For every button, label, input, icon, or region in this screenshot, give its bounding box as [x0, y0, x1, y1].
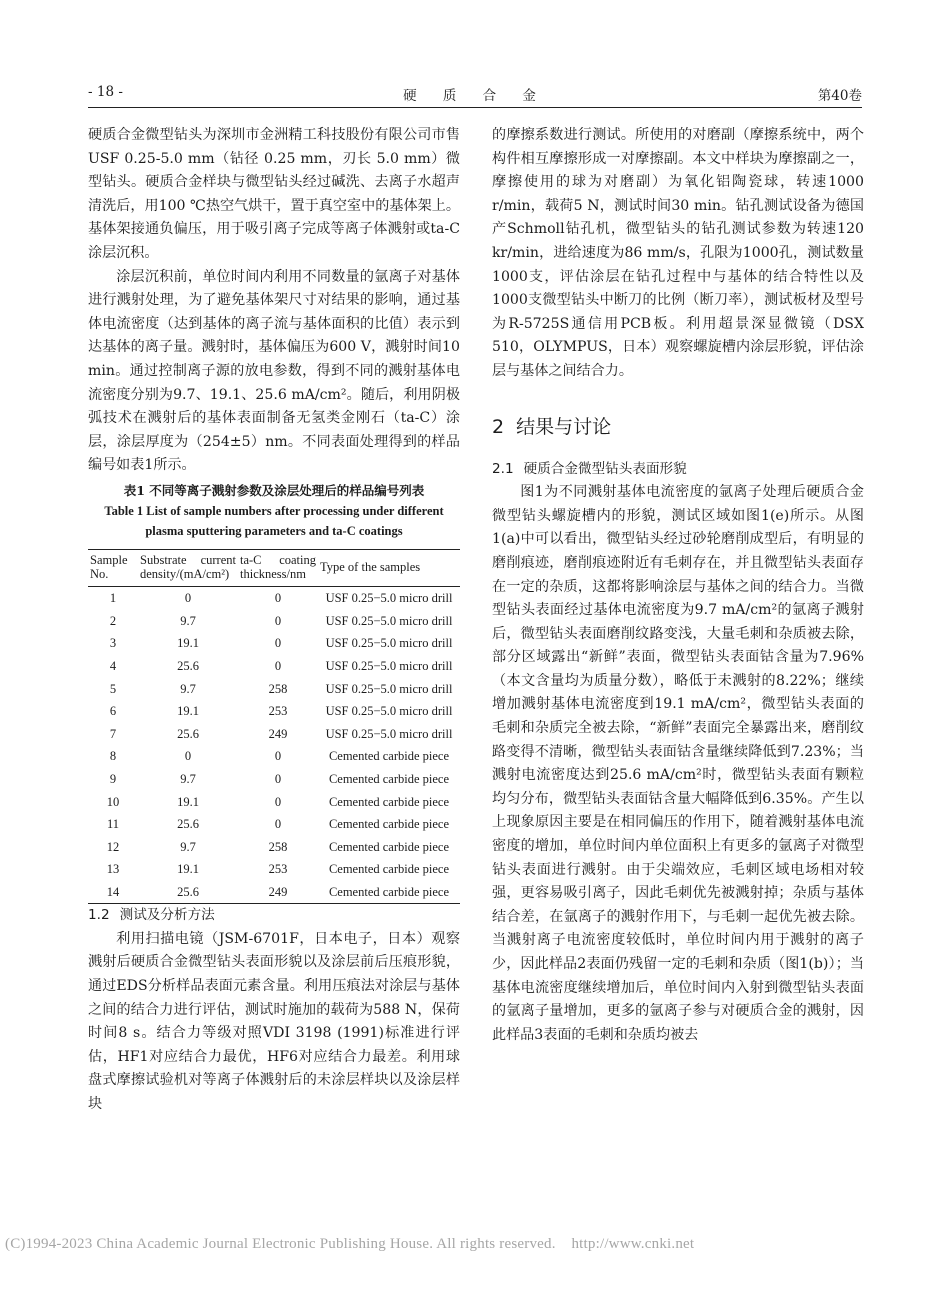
- table-cell: 253: [268, 862, 288, 877]
- table-cell: 3: [109, 636, 117, 651]
- table-row: [88, 881, 460, 904]
- table-cell: Cemented carbide piece: [328, 794, 450, 809]
- column-header: Sample No.: [88, 549, 138, 586]
- section-title: 测试及分析方法: [119, 907, 215, 924]
- table-cell: 25.6: [177, 817, 199, 832]
- table-caption-en: Table 1 List of sample numbers after processing under different plasma sputtering parameters and ta-C coatings: [104, 503, 444, 538]
- right-column: [492, 124, 864, 1047]
- running-header: [88, 84, 862, 106]
- table-header-row: [88, 549, 460, 586]
- table-cell: 0: [274, 771, 282, 786]
- table-cell: 11: [106, 817, 120, 832]
- table-row: [88, 677, 460, 700]
- body-paragraph: 涂层沉积前，单位时间内利用不同数量的氩离子对基体进行溅射处理，为了避免基体架尺寸对结果的影响，通过基体电流密度（达到基体的离子流与基体面积的比值）表示到达基体的离子量。溅射时，基体偏压为600 V，溅射时间10 min。通过控制离子源的放电参数，得到不同的溅射基体电流密度分别为9.7、19.1、25.6 mA/cm²。随后，利用阴极弧技术在溅射后的基体表面制备无氢类金刚石（ta-C）涂层，涂层厚度为（254±5）nm。不同表面处理得到的样品编号如表1所示。: [88, 268, 460, 474]
- column-header: Type of the samples: [318, 549, 460, 586]
- table-cell: 0: [274, 636, 282, 651]
- section-2-1-heading: [492, 458, 864, 482]
- table-cell: 14: [88, 881, 138, 904]
- table-row: [88, 632, 460, 655]
- table-row: [88, 858, 460, 881]
- table-row: [88, 745, 460, 768]
- table-row: [88, 835, 460, 858]
- table-body: [88, 586, 460, 903]
- table-cell: 0: [274, 749, 282, 764]
- copyright-footer: (C)1994-2023 China Academic Journal Electronic Publishing House. All rights reserved. http://www.cnki.net: [5, 1236, 695, 1252]
- table-cell: 0: [274, 591, 282, 606]
- table-cell: 258: [268, 681, 288, 696]
- table-cell: USF 0.25−5.0 micro drill: [325, 658, 453, 673]
- table-cell: USF 0.25−5.0 micro drill: [325, 591, 453, 606]
- section-1-2-heading: [88, 904, 460, 928]
- table-cell: USF 0.25−5.0 micro drill: [325, 681, 453, 696]
- table-cell: USF 0.25−5.0 micro drill: [325, 613, 453, 628]
- table-cell: 0: [274, 817, 282, 832]
- column-header: Substrate current density/(mA/cm²): [138, 549, 238, 586]
- table-cell: 19.1: [177, 636, 199, 651]
- body-paragraph: 的摩擦系数进行测试。所使用的对磨副（摩擦系统中，两个构件相互摩擦形成一对摩擦副。本文中样块为摩擦副之一，摩擦使用的球为对磨副）为氧化铝陶瓷球，转速1000 r/min，载荷5 N，测试时间30 min。钻孔测试设备为德国产Schmoll钻孔机，微型钻头的钻孔测试参数为转速120 kr/min，进给速度为86 mm/s，孔限为1000孔，测试数量1000支，评估涂层在钻孔过程中与基体的结合特性以及1000支微型钻头中断刀的比例（断刀率），测试板材及型号为R-5725S通信用PCB板。利用超景深显微镜（DSX 510，OLYMPUS，日本）观察螺旋槽内涂层形貌，评估涂层与基体之间结合力。: [492, 127, 864, 379]
- table-cell: Cemented carbide piece: [328, 839, 450, 854]
- table-cell: Cemented carbide piece: [328, 862, 450, 877]
- table-row: [88, 790, 460, 813]
- table-cell: 6: [109, 704, 117, 719]
- table-cell: 4: [109, 658, 117, 673]
- table-cell: 9.7: [180, 839, 196, 854]
- table-cell: 2: [109, 613, 117, 628]
- table-cell: 19.1: [177, 704, 199, 719]
- table-cell: 5: [109, 681, 117, 696]
- table-cell: 19.1: [177, 862, 199, 877]
- table-cell: Cemented carbide piece: [328, 771, 450, 786]
- section-title: 硬质合金微型钻头表面形貌: [523, 460, 687, 477]
- column-header: ta-C coating thickness/nm: [238, 549, 318, 586]
- table-cell: Cemented carbide piece: [328, 817, 450, 832]
- table-cell: 0: [274, 613, 282, 628]
- table-cell: 9: [109, 771, 117, 786]
- table-row: [88, 610, 460, 633]
- table-cell: Cemented carbide piece: [318, 881, 460, 904]
- table-cell: 7: [109, 726, 117, 741]
- table-cell: 12: [106, 839, 120, 854]
- table-cell: 8: [109, 749, 117, 764]
- page-number: - 18 -: [88, 84, 123, 100]
- section-number: 2: [492, 415, 505, 438]
- table-cell: USF 0.25−5.0 micro drill: [325, 704, 453, 719]
- sample-table: [88, 549, 460, 904]
- table-row: [88, 700, 460, 723]
- table-cell: 0: [274, 794, 282, 809]
- table-cell: Cemented carbide piece: [328, 749, 450, 764]
- section-2-heading: [492, 414, 864, 440]
- body-paragraph: 硬质合金微型钻头为深圳市金洲精工科技股份有限公司市售 USF 0.25-5.0 mm（钻径 0.25 mm，刃长 5.0 mm）微型钻头。硬质合金样块与微型钻头经过碱洗、去离子水超声清洗后，用100 ℃热空气烘干，置于真空室中的基体架上。基体架接通负偏压，用于吸引离子完成等离子体溅射或ta-C涂层沉积。: [88, 127, 460, 261]
- table-cell: 0: [274, 658, 282, 673]
- table-cell: 10: [106, 794, 120, 809]
- table-cell: 25.6: [177, 726, 199, 741]
- table-cell: 0: [184, 749, 192, 764]
- journal-title: 硬 质 合 金: [403, 88, 547, 104]
- section-number: 2.1: [492, 460, 514, 477]
- table-cell: 249: [268, 726, 288, 741]
- body-paragraph: 利用扫描电镜（JSM-6701F，日本电子，日本）观察溅射后硬质合金微型钻头表面形貌以及涂层前后压痕形貌，通过EDS分析样品表面元素含量。利用压痕法对涂层与基体之间的结合力进行评估，测试时施加的载荷为588 N，保荷时间8 s。结合力等级对照VDI 3198 (1991)标准进行评估，HF1对应结合力最优，HF6对应结合力最差。利用球盘式摩擦试验机对等离子体溅射后的未涂层样块以及涂层样块: [88, 930, 460, 1112]
- left-column: [88, 124, 460, 1117]
- table-cell: 0: [184, 591, 192, 606]
- body-paragraph: 图1为不同溅射基体电流密度的氩离子处理后硬质合金微型钻头螺旋槽内的形貌，测试区域如图1(e)所示。从图1(a)中可以看出，微型钻头经过砂轮磨削成型后，有明显的磨削痕迹，磨削痕迹附近有毛刺存在，并且微型钻头表面存在一定的杂质，这都将影响涂层与基体之间的结合力。当微型钻头表面经过基体电流密度为9.7 mA/cm²的氩离子溅射后，微型钻头表面磨削纹路变浅，大量毛刺和杂质被去除，部分区域露出“新鲜”表面，微型钻头表面钴含量为7.96%（本文含量均为质量分数），略低于未溅射的8.22%；继续增加溅射基体电流密度到19.1 mA/cm²，微型钻头表面的毛刺和杂质完全被去除，“新鲜”表面完全暴露出来，磨削纹路变得不清晰，微型钻头表面钴含量继续降低到7.23%；当溅射电流密度达到25.6 mA/cm²时，微型钻头表面有颗粒均匀分布，微型钻头表面钴含量大幅降低到6.35%。产生以上现象原因主要是在相同偏压的作用下，随着溅射基体电流密度的增加，单位时间内单位面积上有更多的氩离子对微型钻头表面进行溅射。由于尖端效应，毛刺区域电场相对较强，更容易吸引离子，因此毛刺优先被溅射掉；杂质与基体结合差，在氩离子的溅射作用下，与毛刺一起优先被去除。当溅射离子电流密度较低时，单位时间内用于溅射的离子少，因此样品2表面仍残留一定的毛刺和杂质（图1(b)）；当基体电流密度继续增加后，单位时间内入射到微型钻头表面的氩离子量增加，更多的氩离子参与对硬质合金的溅射，因此样品3表面的毛刺和杂质均被去: [492, 484, 864, 1043]
- table-cell: 19.1: [177, 794, 199, 809]
- table-cell: 9.7: [180, 613, 196, 628]
- section-title: 结果与讨论: [516, 415, 612, 438]
- table-caption-zh: 表1 不同等离子溅射参数及涂层处理后的样品编号列表: [123, 482, 425, 498]
- section-number: 1.2: [88, 907, 110, 924]
- table-cell: 258: [268, 839, 288, 854]
- table-row: [88, 722, 460, 745]
- table-row: [88, 655, 460, 678]
- table-cell: 13: [106, 862, 120, 877]
- table-row: [88, 768, 460, 791]
- table-cell: 1: [109, 591, 117, 606]
- table-cell: 25.6: [138, 881, 238, 904]
- table-cell: 249: [238, 881, 318, 904]
- table-row: [88, 813, 460, 836]
- volume-label: 第40卷: [817, 88, 862, 104]
- table-cell: 253: [268, 704, 288, 719]
- table-cell: USF 0.25−5.0 micro drill: [325, 636, 453, 651]
- table-cell: 9.7: [180, 771, 196, 786]
- table-cell: USF 0.25−5.0 micro drill: [325, 726, 453, 741]
- table-row: [88, 586, 460, 609]
- header-rule: [88, 107, 862, 108]
- table-cell: 25.6: [177, 658, 199, 673]
- table-cell: 9.7: [180, 681, 196, 696]
